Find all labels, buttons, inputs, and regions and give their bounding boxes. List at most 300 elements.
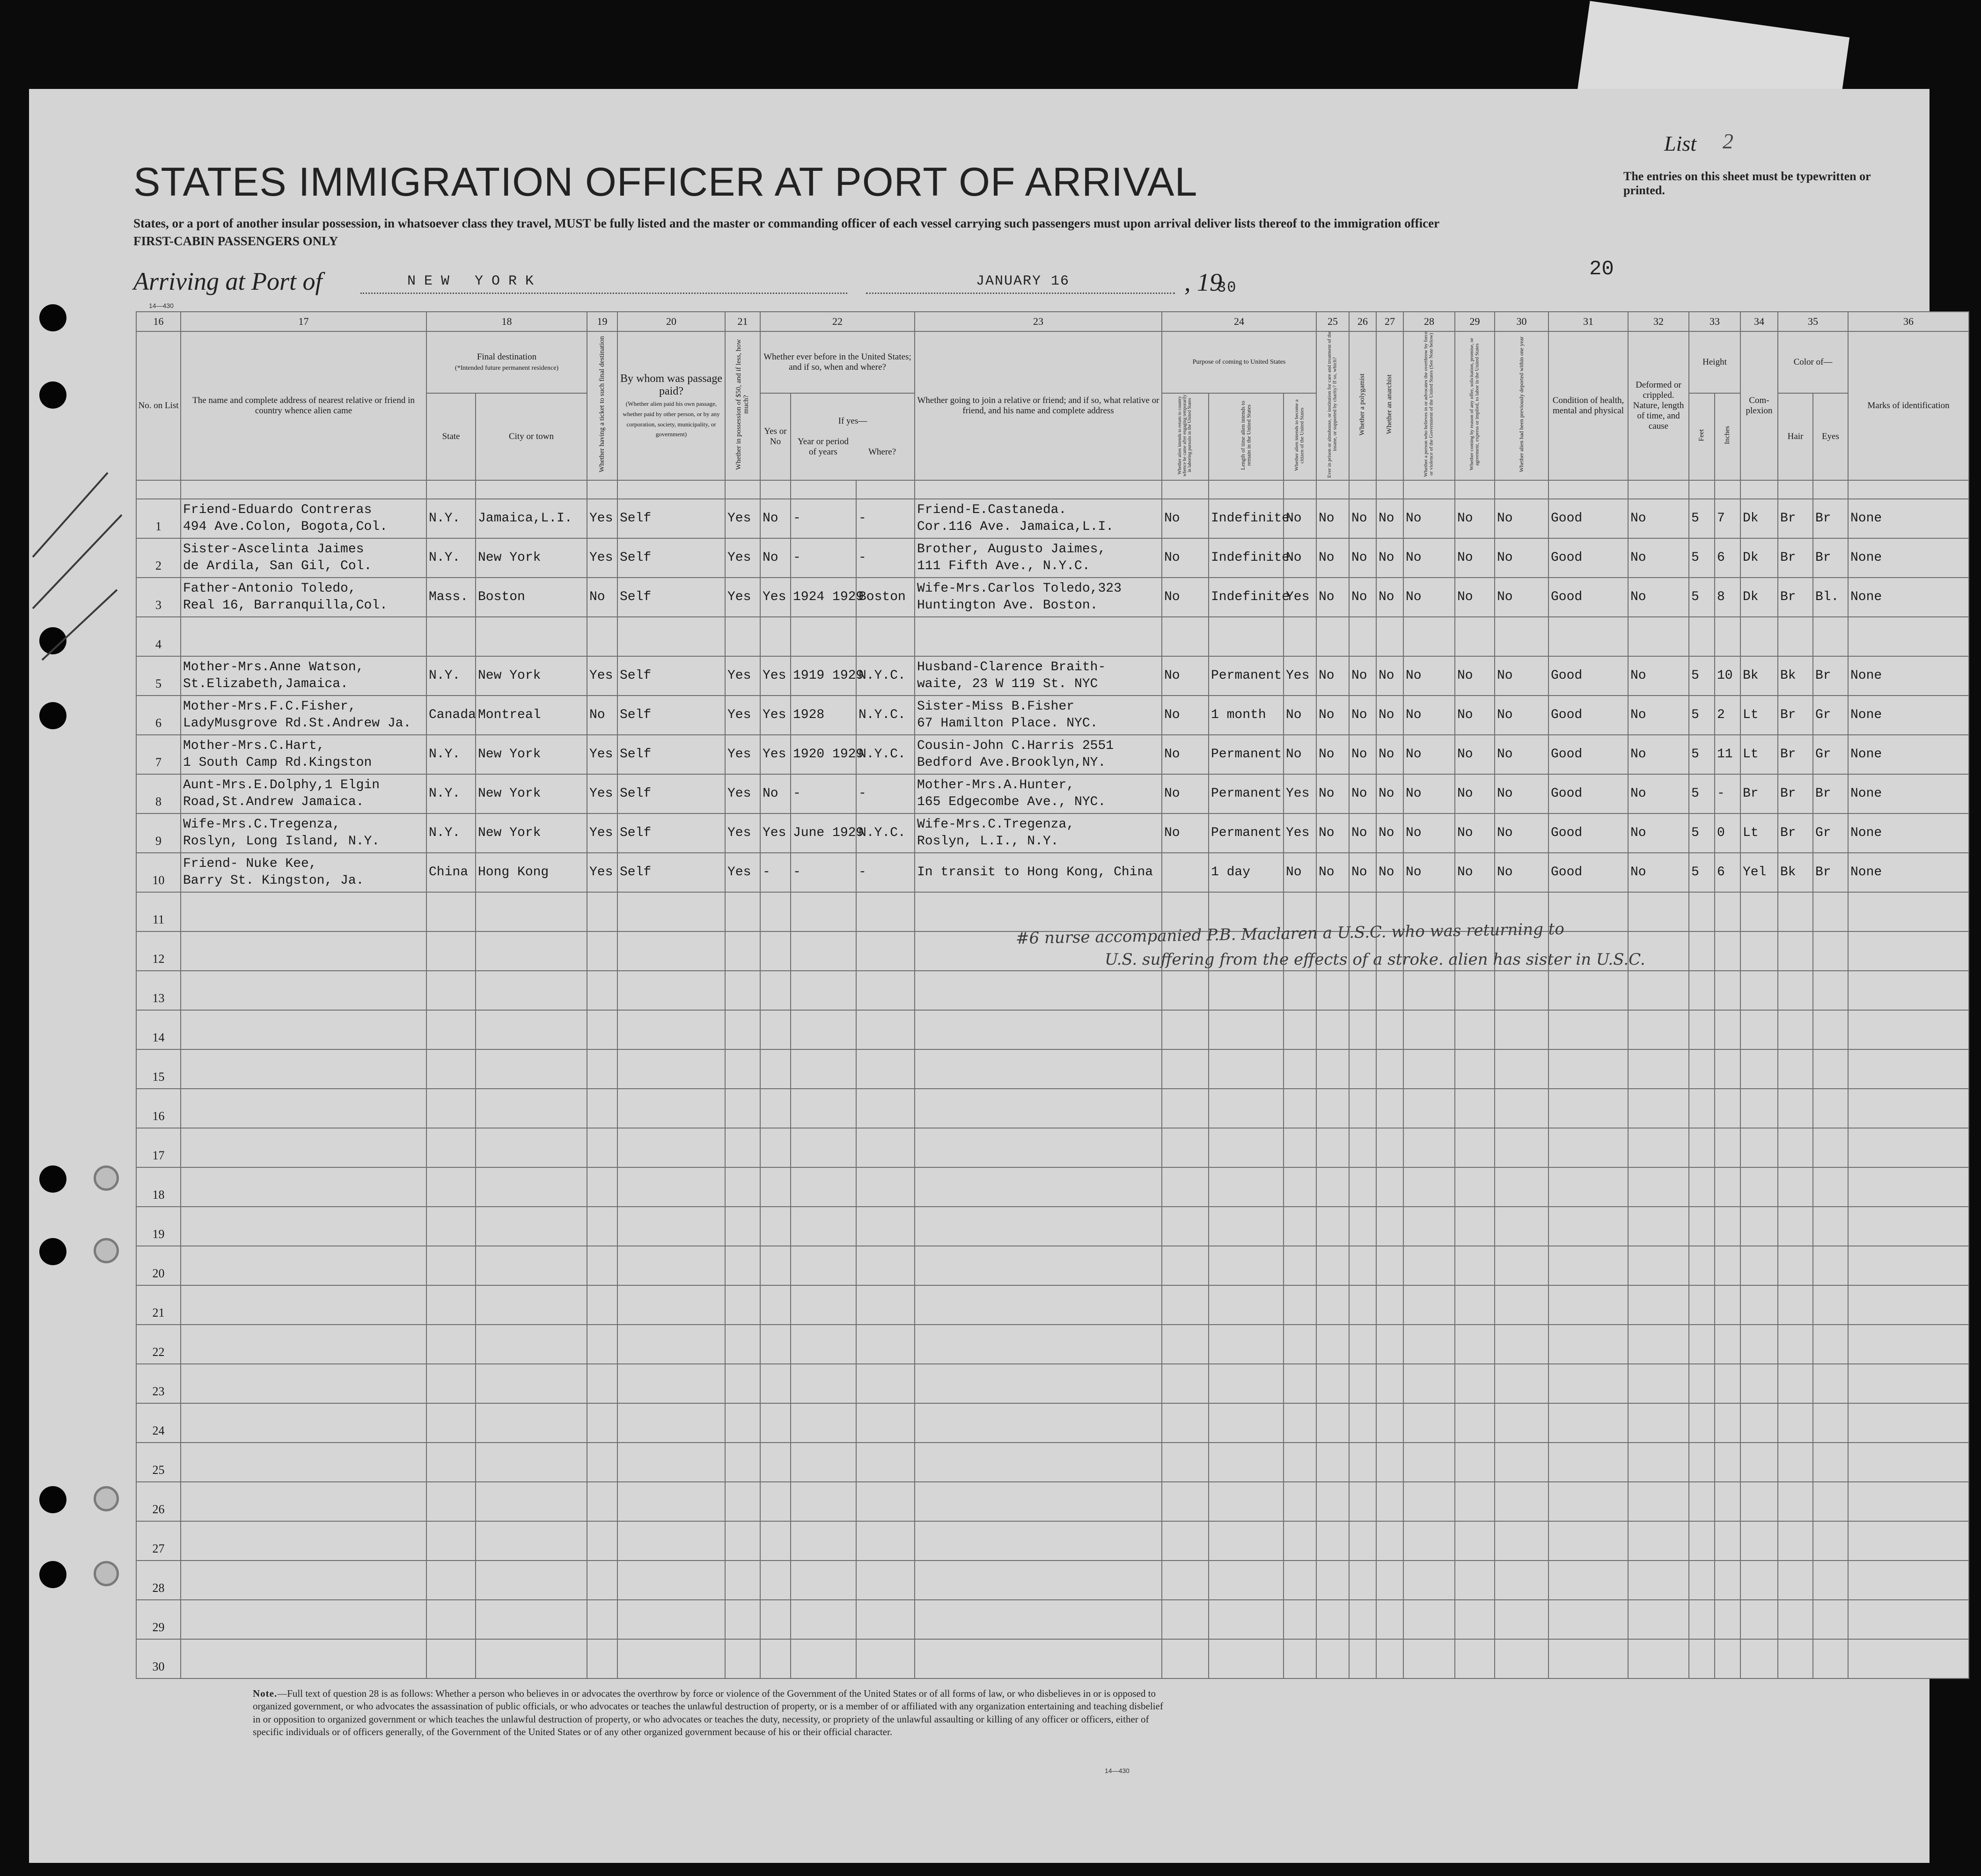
complexion-cell: Br [1740, 774, 1778, 813]
health-cell: Good [1548, 499, 1628, 538]
empty-cell [617, 1010, 725, 1049]
deformed-cell: No [1628, 696, 1689, 735]
row-number: 12 [136, 931, 181, 971]
empty-cell [1628, 1285, 1689, 1325]
p-a-cell: No [1162, 656, 1209, 696]
col-num: 26 [1349, 312, 1376, 331]
table-row [136, 1207, 1969, 1246]
q30-cell: No [1495, 696, 1548, 735]
empty-cell [1740, 971, 1778, 1010]
empty-cell [1495, 1639, 1548, 1678]
empty-cell [1715, 1207, 1740, 1246]
empty-cell [181, 1167, 426, 1207]
arriving-label: Arriving at Port of [133, 267, 323, 295]
empty-cell [760, 1246, 791, 1285]
year-cell: 1928 [791, 696, 856, 735]
empty-cell [1689, 1561, 1715, 1600]
relative-address [181, 853, 426, 892]
header-no-on-list: No. on List [136, 331, 181, 480]
empty-cell [1495, 1207, 1548, 1246]
empty-cell [617, 1364, 725, 1403]
empty-cell [1162, 971, 1209, 1010]
empty-cell [791, 1128, 856, 1167]
empty-cell [856, 1325, 915, 1364]
empty-cell [1778, 1403, 1813, 1443]
empty-cell [617, 1049, 725, 1089]
header-possession-label: Whether in possession of $50, and if less, how much? [734, 339, 750, 470]
empty-cell [791, 1364, 856, 1403]
empty-cell [1778, 1325, 1813, 1364]
empty-cell [1455, 1639, 1495, 1678]
p-b-cell: Indefinite [1209, 578, 1284, 617]
empty-cell [1349, 1600, 1376, 1639]
instruction-line: States, or a port of another insular possession, in whatsoever class they travel, MUST be fully listed and the master or commanding officer of each vessel carrying such passengers must upon arrival deliver lists thereof to the immigration officer [133, 216, 1440, 230]
empty-cell [1209, 617, 1284, 656]
header-year-period: Year or period of years [797, 436, 849, 457]
destination-city: New York [476, 656, 587, 696]
empty-cell [1715, 1482, 1740, 1521]
table-row [136, 1403, 1969, 1443]
empty-cell [1628, 1325, 1689, 1364]
header-before-in-us: Whether ever before in the United States; and if so, when and where? [760, 331, 915, 393]
destination-state: China [426, 853, 476, 892]
header-q28 [1403, 331, 1455, 480]
empty-cell [1284, 1246, 1316, 1285]
empty-cell [181, 892, 426, 931]
poly-cell: No [1349, 538, 1376, 578]
health-cell: Good [1548, 813, 1628, 853]
empty-cell [1316, 1443, 1349, 1482]
empty-cell [426, 1364, 476, 1403]
empty-cell [725, 1207, 760, 1246]
empty-cell [587, 1443, 617, 1482]
empty-cell [426, 1443, 476, 1482]
feet-cell: 5 [1689, 735, 1715, 774]
ring-reinforcement [94, 1486, 119, 1511]
p-b-cell: Permanent [1209, 774, 1284, 813]
binder-hole [39, 1165, 66, 1193]
year-prefix: , 19 [1184, 268, 1222, 296]
passage-paid-cell: Self [617, 578, 725, 617]
empty-cell [1316, 617, 1349, 656]
row-number: 26 [136, 1482, 181, 1521]
empty-cell [476, 1482, 587, 1521]
q30-cell: No [1495, 813, 1548, 853]
empty-cell [725, 1089, 760, 1128]
empty-cell [617, 1285, 725, 1325]
empty-cell [587, 1246, 617, 1285]
header-relative: The name and complete address of nearest relative or friend in country whence alien came [181, 331, 426, 480]
empty-cell [1209, 1325, 1284, 1364]
empty-cell [1209, 1128, 1284, 1167]
header-state: State [426, 393, 476, 480]
row-number: 19 [136, 1207, 181, 1246]
empty-cell [181, 1364, 426, 1403]
row-number: 25 [136, 1443, 181, 1482]
empty-cell [1316, 1325, 1349, 1364]
empty-cell [1778, 1521, 1813, 1561]
table-row [136, 853, 1969, 892]
empty-cell [181, 1010, 426, 1049]
header-passage-paid-label: By whom was passage paid? [620, 372, 722, 398]
header-q30-label: Whether alien had been previously deported within one year [1518, 337, 1525, 472]
p-a-cell: No [1162, 578, 1209, 617]
empty-cell [1455, 1089, 1495, 1128]
hair-cell: Br [1778, 499, 1813, 538]
empty-cell [476, 1521, 587, 1561]
p-b-cell: Permanent [1209, 656, 1284, 696]
empty-cell [1284, 1089, 1316, 1128]
empty-cell [1209, 1010, 1284, 1049]
prison-cell: No [1316, 538, 1349, 578]
empty-cell [1689, 931, 1715, 971]
empty-cell [856, 1246, 915, 1285]
empty-cell [1455, 1049, 1495, 1089]
empty-cell [1495, 1089, 1548, 1128]
empty-cell [426, 1325, 476, 1364]
passage-paid-cell: Self [617, 656, 725, 696]
empty-cell [1813, 1325, 1848, 1364]
empty-cell [856, 1443, 915, 1482]
destination-city: New York [476, 813, 587, 853]
money-cell: Yes [725, 735, 760, 774]
hair-cell: Br [1778, 578, 1813, 617]
empty-cell [1689, 1167, 1715, 1207]
empty-cell [1162, 1167, 1209, 1207]
empty-cell [1548, 1285, 1628, 1325]
date-underline [866, 293, 1175, 294]
empty-cell [1209, 1403, 1284, 1443]
empty-cell [791, 1325, 856, 1364]
where-cell: - [856, 499, 915, 538]
row-number: 1 [136, 499, 181, 538]
col-num: 34 [1740, 312, 1778, 331]
header-purpose-a-label: Whether alien intends to return to country whence he came after engaging temporarily in laboring pursuits in the United States [1177, 394, 1193, 476]
empty-cell [1813, 1482, 1848, 1521]
empty-cell [1316, 1207, 1349, 1246]
empty-cell [181, 1128, 426, 1167]
empty-cell [1495, 1443, 1548, 1482]
q29-cell: No [1455, 696, 1495, 735]
col-num: 35 [1778, 312, 1848, 331]
empty-cell [1628, 1246, 1689, 1285]
destination-city: Hong Kong [476, 853, 587, 892]
ticket-cell: Yes [587, 656, 617, 696]
empty-cell [181, 1325, 426, 1364]
empty-cell [791, 617, 856, 656]
empty-cell [725, 1049, 760, 1089]
empty-cell [617, 1403, 725, 1443]
empty-cell [181, 1443, 426, 1482]
col-num: 36 [1848, 312, 1969, 331]
where-cell: N.Y.C. [856, 813, 915, 853]
empty-cell [760, 931, 791, 971]
q28-cell: No [1403, 499, 1455, 538]
table-row [136, 656, 1969, 696]
joining-cell [915, 696, 1162, 735]
table-row [136, 1482, 1969, 1521]
empty-cell [1316, 1285, 1349, 1325]
p-c-cell: No [1284, 538, 1316, 578]
empty-cell [1848, 1364, 1969, 1403]
empty-cell [1740, 1325, 1778, 1364]
empty-cell [1495, 1049, 1548, 1089]
empty-cell [181, 1521, 426, 1561]
empty-cell [725, 1364, 760, 1403]
empty-cell [1548, 1167, 1628, 1207]
empty-cell [1376, 1167, 1403, 1207]
destination-state: N.Y. [426, 813, 476, 853]
empty-cell [1162, 1010, 1209, 1049]
col-num: 20 [617, 312, 725, 331]
q29-cell: No [1455, 499, 1495, 538]
empty-cell [791, 931, 856, 971]
empty-cell [760, 1010, 791, 1049]
empty-cell [1455, 1246, 1495, 1285]
empty-cell [856, 931, 915, 971]
empty-cell [617, 1482, 725, 1521]
empty-cell [1740, 1443, 1778, 1482]
empty-cell [617, 1561, 725, 1600]
prison-cell: No [1316, 656, 1349, 696]
prison-cell: No [1316, 696, 1349, 735]
year-cell: 1924 1929 [791, 578, 856, 617]
empty-cell [1403, 1246, 1455, 1285]
empty-cell [1548, 1325, 1628, 1364]
joining-name: Cousin-John C.Harris 2551 [917, 738, 1114, 753]
empty-cell [181, 1207, 426, 1246]
q28-cell: No [1403, 774, 1455, 813]
empty-cell [1455, 1482, 1495, 1521]
p-a-cell: No [1162, 774, 1209, 813]
ticket-cell: No [587, 578, 617, 617]
year-suffix: 30 [1217, 279, 1237, 296]
empty-cell [1349, 1482, 1376, 1521]
empty-cell [1455, 1128, 1495, 1167]
relative-location: Roslyn, Long Island, N.Y. [183, 834, 380, 849]
empty-cell [181, 1561, 426, 1600]
empty-cell [1848, 1639, 1969, 1678]
p-c-cell: Yes [1284, 656, 1316, 696]
empty-cell [1403, 1325, 1455, 1364]
empty-cell [1403, 1482, 1455, 1521]
joining-address: 111 Fifth Ave., N.Y.C. [917, 558, 1090, 573]
empty-cell [1548, 1010, 1628, 1049]
poly-cell: No [1349, 578, 1376, 617]
table-row [136, 1521, 1969, 1561]
empty-cell [1813, 1010, 1848, 1049]
marks-cell: None [1848, 813, 1969, 853]
empty-cell [1848, 1482, 1969, 1521]
empty-cell [476, 1403, 587, 1443]
hair-cell: Bk [1778, 656, 1813, 696]
empty-cell [1689, 1443, 1715, 1482]
prison-cell: No [1316, 853, 1349, 892]
health-cell: Good [1548, 774, 1628, 813]
empty-cell [1284, 1325, 1316, 1364]
header-passage-paid [617, 331, 725, 480]
empty-cell [1548, 971, 1628, 1010]
header-if-yes-label: If yes— [838, 416, 867, 426]
empty-cell [1316, 1600, 1349, 1639]
q29-cell: No [1455, 853, 1495, 892]
empty-cell [181, 931, 426, 971]
table-row [136, 1325, 1969, 1364]
table-row [136, 538, 1969, 578]
q28-cell: No [1403, 656, 1455, 696]
hair-cell: Br [1778, 735, 1813, 774]
complexion-cell: Dk [1740, 538, 1778, 578]
empty-cell [1689, 1403, 1715, 1443]
row-number: 9 [136, 813, 181, 853]
empty-cell [1376, 1443, 1403, 1482]
empty-cell [1209, 1600, 1284, 1639]
empty-cell [426, 1010, 476, 1049]
empty-cell [1376, 1364, 1403, 1403]
empty-cell [915, 1443, 1162, 1482]
empty-cell [1403, 1089, 1455, 1128]
empty-cell [760, 1521, 791, 1561]
empty-cell [587, 1521, 617, 1561]
table-row [136, 578, 1969, 617]
p-b-cell: Permanent [1209, 735, 1284, 774]
empty-cell [426, 971, 476, 1010]
empty-cell [476, 1443, 587, 1482]
empty-cell [1778, 1482, 1813, 1521]
empty-cell [760, 1364, 791, 1403]
empty-cell [856, 617, 915, 656]
empty-cell [1848, 1010, 1969, 1049]
empty-cell [1376, 1207, 1403, 1246]
empty-cell [1316, 1167, 1349, 1207]
empty-cell [476, 1364, 587, 1403]
empty-cell [725, 1246, 760, 1285]
relative-location: Road,St.Andrew Jamaica. [183, 794, 364, 809]
destination-city: Boston [476, 578, 587, 617]
relative-address [181, 656, 426, 696]
empty-cell [426, 1403, 476, 1443]
header-feet [1689, 393, 1715, 480]
before-cell: Yes [760, 656, 791, 696]
empty-cell [1813, 971, 1848, 1010]
empty-cell [617, 1089, 725, 1128]
empty-cell [1628, 1167, 1689, 1207]
empty-cell [476, 971, 587, 1010]
empty-cell [1689, 892, 1715, 931]
empty-cell [791, 1167, 856, 1207]
ring-reinforcement [94, 1165, 119, 1191]
header-purpose-c-label: Whether alien intends to become a citizen of the United States [1294, 399, 1305, 471]
empty-cell [1778, 1246, 1813, 1285]
empty-cell [587, 892, 617, 931]
empty-cell [476, 1049, 587, 1089]
empty-cell [587, 1403, 617, 1443]
empty-cell [1376, 1010, 1403, 1049]
ticket-cell: Yes [587, 538, 617, 578]
empty-cell [1778, 1010, 1813, 1049]
header-ticket [587, 331, 617, 480]
header-complexion: Complexion [1740, 331, 1778, 480]
empty-cell [1162, 1207, 1209, 1246]
table-row [136, 1600, 1969, 1639]
empty-cell [1209, 1089, 1284, 1128]
joining-name: Wife-Mrs.C.Tregenza, [917, 817, 1075, 832]
table-row [136, 1285, 1969, 1325]
empty-cell [1740, 1561, 1778, 1600]
header-prison-label: Ever in prison or almshouse, or institution for care and treatment of the insane, or supported by charity? If so, which? [1327, 331, 1338, 478]
empty-cell [1162, 1089, 1209, 1128]
empty-cell [476, 1167, 587, 1207]
empty-cell [1628, 1639, 1689, 1678]
empty-cell [476, 1010, 587, 1049]
empty-cell [760, 617, 791, 656]
empty-cell [1548, 1403, 1628, 1443]
header-polygamist [1349, 331, 1376, 480]
empty-cell [1740, 1521, 1778, 1561]
empty-cell [760, 1600, 791, 1639]
note-label: Note. [253, 1688, 278, 1699]
passage-paid-cell: Self [617, 853, 725, 892]
empty-cell [1689, 1325, 1715, 1364]
empty-cell [1209, 1167, 1284, 1207]
typewritten-note: The entries on this sheet must be typewritten or printed. [1623, 169, 1871, 197]
empty-cell [617, 971, 725, 1010]
before-cell: No [760, 774, 791, 813]
empty-cell [1848, 1325, 1969, 1364]
empty-cell [1495, 971, 1548, 1010]
empty-cell [1778, 1167, 1813, 1207]
empty-cell [915, 1600, 1162, 1639]
health-cell: Good [1548, 696, 1628, 735]
empty-cell [1778, 1049, 1813, 1089]
empty-cell [1813, 892, 1848, 931]
empty-cell [1689, 617, 1715, 656]
q30-cell: No [1495, 774, 1548, 813]
empty-cell [1162, 1639, 1209, 1678]
destination-state: N.Y. [426, 538, 476, 578]
empty-cell [617, 931, 725, 971]
p-c-cell: No [1284, 853, 1316, 892]
empty-cell [181, 1482, 426, 1521]
binder-hole [39, 1561, 66, 1588]
q29-cell: No [1455, 774, 1495, 813]
empty-cell [760, 971, 791, 1010]
empty-cell [856, 1521, 915, 1561]
empty-cell [617, 617, 725, 656]
relative-address [181, 774, 426, 813]
empty-cell [1848, 1207, 1969, 1246]
empty-cell [725, 971, 760, 1010]
empty-cell [617, 1325, 725, 1364]
empty-cell [1813, 1600, 1848, 1639]
col-num: 21 [725, 312, 760, 331]
joining-address: waite, 23 W 119 St. NYC [917, 676, 1098, 691]
row-number: 24 [136, 1403, 181, 1443]
table-row [136, 1010, 1969, 1049]
empty-cell [915, 1167, 1162, 1207]
empty-cell [1740, 1207, 1778, 1246]
empty-cell [587, 1364, 617, 1403]
joining-cell [915, 578, 1162, 617]
empty-cell [1376, 1285, 1403, 1325]
binder-hole [39, 381, 66, 409]
empty-cell [856, 1207, 915, 1246]
header-marks: Marks of identification [1848, 331, 1969, 480]
empty-cell [1715, 1167, 1740, 1207]
empty-cell [1715, 1600, 1740, 1639]
empty-cell [1715, 1364, 1740, 1403]
empty-cell [915, 1364, 1162, 1403]
